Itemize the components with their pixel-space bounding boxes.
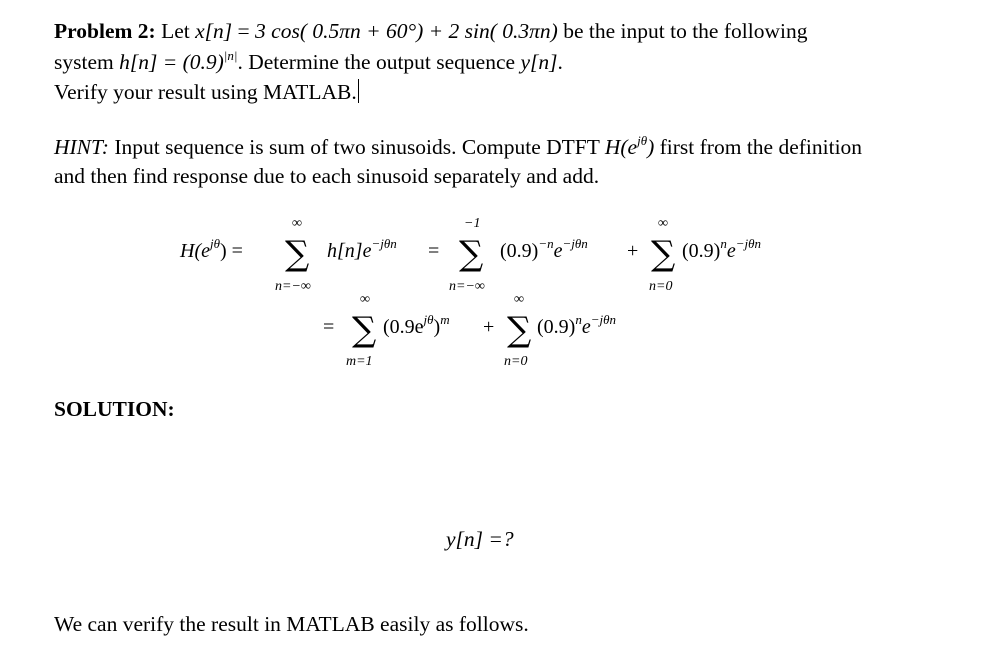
hint-H-exponent: jθ (637, 133, 648, 148)
eq-plus-2: + (483, 316, 495, 338)
sum4-top: ∞ (360, 292, 370, 307)
sum5-bottom: n=0 (504, 354, 528, 369)
eq-term1 (327, 236, 397, 263)
period: . (557, 50, 563, 74)
hint-text-1: Input sequence is sum of two sinusoids. Compute DTFT (114, 135, 600, 159)
term4-exponent: jθ (423, 312, 434, 327)
eq-plus-1: + (627, 240, 639, 262)
problem-line-1 (54, 16, 807, 46)
impulse-response-exponent: |n| (223, 48, 238, 63)
term4-close-exponent: m (440, 312, 450, 327)
equals-sign: = (237, 19, 250, 43)
output-symbol: y[n] (520, 50, 558, 74)
term5-exponent: n (575, 312, 582, 327)
term2-e: e (553, 240, 563, 262)
sum1-top: ∞ (292, 216, 302, 231)
solution-heading: SOLUTION: (54, 397, 175, 421)
eq-lhs-exponent: jθ (209, 236, 220, 251)
term5-e-exponent: −jθn (590, 312, 616, 327)
term4-close: ) (433, 316, 441, 338)
input-expression: 3 cos( 0.5πn + 60°) + 2 sin( 0.3πn) (255, 19, 558, 43)
term1-exponent: −jθn (371, 236, 397, 251)
eq-term5 (537, 312, 616, 339)
sum2-sigma: ∑ (459, 234, 484, 274)
impulse-response: h[n] = (0.9) (119, 50, 224, 74)
term3-exponent: n (720, 236, 727, 251)
hint-H: H(e (604, 135, 638, 159)
eq-term2 (500, 236, 588, 263)
problem-text-2: . Determine the output sequence (237, 50, 516, 74)
sum2-bottom: n=−∞ (449, 279, 485, 294)
footer-text: We can verify the result in MATLAB easily as follows. (54, 612, 529, 636)
sum1-sigma: ∑ (285, 234, 310, 274)
output-question: y[n] =? (446, 527, 514, 551)
hint-line-1 (54, 132, 862, 162)
sum5-sigma: ∑ (507, 310, 532, 350)
sum4-bottom: m=1 (346, 354, 373, 369)
term5-e: e (581, 316, 591, 338)
eq-lhs-close: ) = (219, 240, 243, 262)
eq-equals-3: = (323, 316, 335, 338)
hint-text-3: and then find response due to each sinusoid separately and add. (54, 164, 600, 188)
problem-text-1: be the input to the following (563, 19, 808, 43)
sum1-bottom: n=−∞ (275, 279, 311, 294)
term3-e: e (726, 240, 736, 262)
sum3-sigma: ∑ (651, 234, 676, 274)
verify-text: Verify your result using MATLAB. (54, 80, 357, 104)
problem-let: Let (161, 19, 190, 43)
hint-line-2 (54, 161, 599, 191)
term3-base: (0.9) (682, 240, 721, 262)
sum2-top: −1 (464, 216, 481, 231)
x-signal: x[n] (195, 19, 233, 43)
eq-lhs (180, 236, 243, 263)
term2-e-exponent: −jθn (562, 236, 588, 251)
hint-H-close: ) (647, 135, 655, 159)
sum5-top: ∞ (514, 292, 524, 307)
problem-line-3 (54, 77, 359, 107)
sum4-sigma: ∑ (352, 310, 377, 350)
system-word: system (54, 50, 114, 74)
text-cursor (358, 79, 359, 103)
eq-term4 (383, 312, 450, 339)
term2-exponent: −n (538, 236, 554, 251)
eq-equals-2: = (428, 240, 440, 262)
term5-base: (0.9) (537, 316, 576, 338)
term1-base: h[n]e (327, 240, 372, 262)
eq-lhs-H: H(e (180, 240, 210, 262)
problem-line-2 (54, 47, 563, 77)
problem-label: Problem 2: (54, 19, 156, 43)
sum3-bottom: n=0 (649, 279, 673, 294)
hint-text-2: first from the definition (659, 135, 863, 159)
hint-label: HINT: (54, 135, 109, 159)
term2-base: (0.9) (500, 240, 539, 262)
term4-base: (0.9e (383, 316, 424, 338)
sum3-top: ∞ (658, 216, 668, 231)
eq-term3 (682, 236, 761, 263)
term3-e-exponent: −jθn (735, 236, 761, 251)
